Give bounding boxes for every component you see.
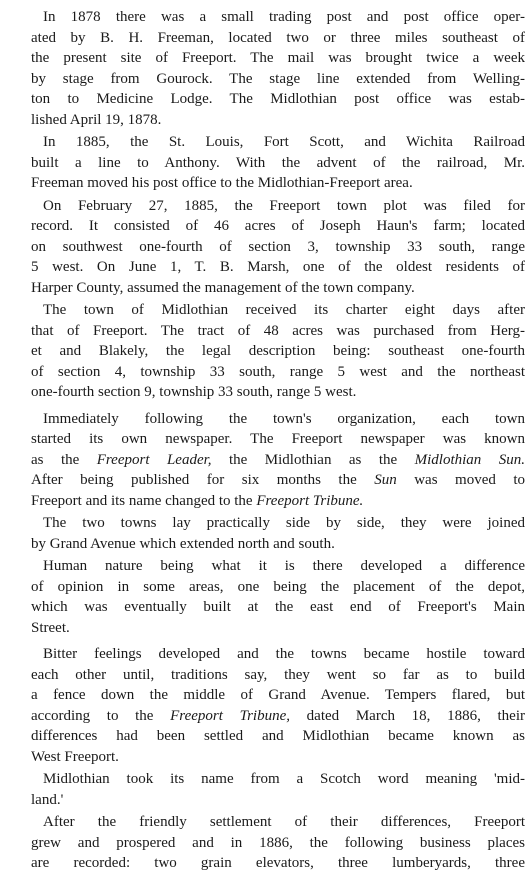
text-run: After being published for six months the [31, 472, 375, 488]
text-run: one-fourth section 9, township 33 south, range 5 west. [31, 384, 357, 400]
text-line [19, 409, 525, 430]
text-line [19, 196, 525, 217]
text-line [19, 382, 525, 403]
text-run: On February 27, 1885, the Freeport town plot was filed for [43, 197, 525, 214]
text-line [19, 89, 525, 110]
text-run: Street. [31, 619, 70, 636]
text-line [19, 110, 525, 131]
text-line [19, 513, 525, 534]
italic-title: Sun [374, 472, 397, 488]
text-run: the present site of Freeport. The mail was brought twice a week [31, 50, 525, 66]
paragraph [19, 769, 525, 810]
text-line [19, 685, 525, 706]
text-line [19, 362, 525, 383]
text-line [19, 341, 525, 362]
text-line [19, 833, 525, 854]
text-line [19, 153, 525, 174]
text-line [19, 132, 525, 153]
text-run: the Midlothian as the [211, 451, 415, 468]
text-run: built a line to Anthony. With the advent of the railroad, Mr. [31, 154, 525, 171]
text-line [19, 429, 525, 450]
text-run: Midlothian took its name from a Scotch word meaning 'mid- [43, 771, 525, 787]
italic-title: Midlothian Sun. [414, 451, 525, 468]
text-run: Human nature being what it is there developed a difference [43, 558, 525, 574]
text-line [19, 769, 525, 790]
text-line [19, 237, 525, 258]
paragraph [19, 409, 525, 512]
italic-title: Freeport Leader, [96, 451, 212, 468]
text-line [19, 216, 525, 237]
paragraph [19, 556, 525, 638]
text-line [19, 470, 525, 491]
text-line [19, 556, 525, 577]
text-line [19, 491, 525, 512]
text-line [19, 300, 525, 321]
text-run: differences had been settled and Midlothian became known as [31, 728, 525, 744]
document-page [19, 7, 525, 876]
text-run: lished April 19, 1878. [31, 111, 162, 128]
text-run: After the friendly settlement of their differences, Freeport [43, 814, 525, 830]
text-line [19, 278, 525, 299]
text-run: 5 west. On June 1, T. B. Marsh, one of the oldest residents of [31, 259, 525, 275]
text-line [19, 665, 525, 686]
text-run: grew and prospered and in 1886, the following business places [31, 834, 525, 851]
text-run: In 1878 there was a small trading post and post office oper- [43, 9, 525, 25]
text-line [19, 534, 525, 555]
text-line [19, 173, 525, 194]
italic-title: Freeport Tribune. [256, 492, 364, 509]
text-run: which was eventually built at the east end of Freeport's Main [31, 599, 525, 615]
text-run: record. It consisted of 46 acres of Joseph Haun's farm; located [31, 218, 525, 234]
text-line [19, 726, 525, 747]
paragraph [19, 300, 525, 403]
text-run: are recorded: two grain elevators, three lumberyards, three [31, 855, 525, 871]
text-run: on southwest one-fourth of section 3, township 33 south, range [31, 238, 525, 255]
text-line [19, 644, 525, 665]
text-line [19, 597, 525, 618]
text-run: each other until, traditions say, they went so far as to build [31, 666, 525, 683]
text-line [19, 48, 525, 69]
text-run: In 1885, the St. Louis, Fort Scott, and Wichita Railroad [43, 134, 525, 150]
text-line [19, 69, 525, 90]
text-run: that of Freeport. The tract of 48 acres was purchased from Herg- [31, 322, 525, 339]
text-run: was moved to [396, 472, 526, 488]
text-run: The town of Midlothian received its charter eight days after [43, 302, 525, 318]
paragraph [19, 644, 525, 767]
text-run: dated March 18, 1886, their [290, 707, 525, 724]
text-run: Freeman moved his post office to the Midlothian-Freeport area. [31, 175, 413, 191]
text-line [19, 618, 525, 639]
text-run: Bitter feelings developed and the towns became hostile toward [43, 646, 525, 662]
text-run: a fence down the middle of Grand Avenue. Tempers flared, but [31, 687, 525, 703]
text-line [19, 706, 525, 727]
text-line [19, 577, 525, 598]
text-run: started its own newspaper. The Freeport newspaper was known [31, 431, 525, 447]
paragraph [19, 7, 525, 130]
text-run: The two towns lay practically side by side, they were joined [43, 515, 525, 531]
text-run: by stage from Gourock. The stage line extended from Welling- [31, 70, 525, 87]
text-run: Freeport and its name changed to the [31, 492, 257, 509]
text-run: of section 4, township 33 south, range 5 west and the northeast [31, 363, 525, 380]
paragraph [19, 513, 525, 554]
text-run: Harper County, assumed the management of the town company. [31, 279, 415, 296]
paragraph [19, 812, 525, 874]
text-run: Immediately following the town's organization, each town [43, 410, 525, 427]
paragraph [19, 196, 525, 299]
text-run: as the [31, 451, 97, 468]
italic-title: Freeport Tribune, [170, 707, 291, 724]
text-line [19, 790, 525, 811]
text-line [19, 257, 525, 278]
text-run: of opinion in some areas, one being the placement of the depot, [31, 578, 525, 595]
text-run: according to the [31, 707, 171, 724]
paragraph [19, 132, 525, 194]
text-run: et and Blakely, the legal description being: southeast one-fourth [31, 343, 525, 359]
text-line [19, 747, 525, 768]
text-line [19, 321, 525, 342]
text-run: ated by B. H. Freeman, located two or three miles southeast of [31, 29, 525, 46]
text-line [19, 812, 525, 833]
text-run: by Grand Avenue which extended north and south. [31, 535, 335, 552]
text-run: West Freeport. [31, 748, 119, 765]
text-run: land.' [31, 791, 64, 808]
text-line [19, 7, 525, 28]
text-line [19, 28, 525, 49]
text-line [19, 853, 525, 874]
text-line [19, 450, 525, 471]
text-run: ton to Medicine Lodge. The Midlothian post office was estab- [31, 91, 525, 107]
